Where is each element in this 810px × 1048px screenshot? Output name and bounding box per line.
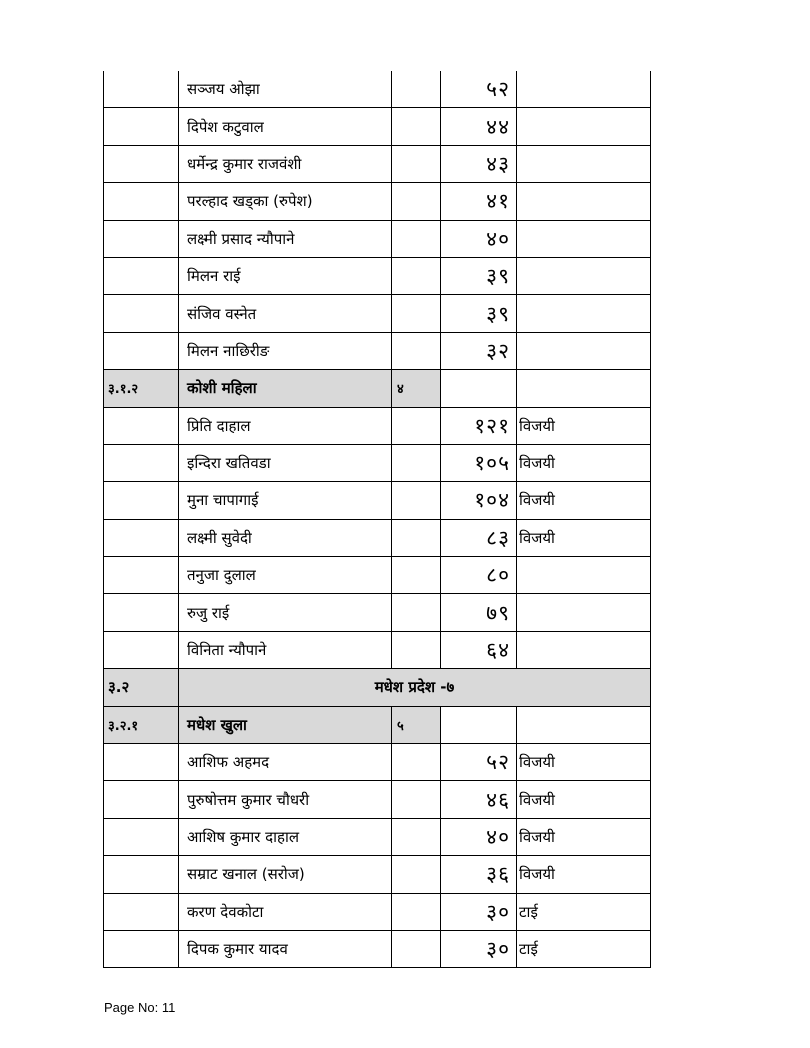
vote-count	[441, 370, 517, 407]
result-status	[517, 71, 651, 108]
candidate-row	[104, 145, 651, 182]
serial-cell	[104, 856, 179, 893]
serial-cell	[104, 145, 179, 182]
result-status: टाई	[517, 893, 651, 930]
candidate-row	[104, 295, 651, 332]
province-number: ३.२	[104, 669, 179, 706]
province-title: मधेश प्रदेश -७	[179, 669, 651, 706]
serial-cell	[104, 295, 179, 332]
serial-cell	[104, 108, 179, 145]
vote-count: ४१	[441, 183, 517, 220]
candidate-name: दिपक कुमार यादव	[179, 930, 392, 967]
seats-cell	[392, 482, 441, 519]
vote-count: ३२	[441, 332, 517, 369]
result-status: विजयी	[517, 482, 651, 519]
result-status	[517, 706, 651, 743]
serial-cell	[104, 257, 179, 294]
serial-cell	[104, 893, 179, 930]
serial-cell	[104, 407, 179, 444]
candidate-name: धर्मेन्द्र कुमार राजवंशी	[179, 145, 392, 182]
section-number: ३.२.१	[104, 706, 179, 743]
candidate-name: पुरुषोत्तम कुमार चौधरी	[179, 781, 392, 818]
result-status: विजयी	[517, 407, 651, 444]
candidate-row	[104, 332, 651, 369]
seats-cell	[392, 295, 441, 332]
candidate-name: दिपेश कटुवाल	[179, 108, 392, 145]
serial-cell	[104, 444, 179, 481]
vote-count: ३९	[441, 257, 517, 294]
seats-cell	[392, 407, 441, 444]
vote-count	[441, 706, 517, 743]
vote-count: ४४	[441, 108, 517, 145]
candidate-name: मिलन नाछिरीङ	[179, 332, 392, 369]
candidate-row	[104, 220, 651, 257]
candidate-row	[104, 183, 651, 220]
section-seats: ५	[392, 706, 441, 743]
seats-cell	[392, 631, 441, 668]
candidate-row	[104, 257, 651, 294]
serial-cell	[104, 183, 179, 220]
serial-cell	[104, 631, 179, 668]
candidate-name: रुजु राई	[179, 594, 392, 631]
seats-cell	[392, 594, 441, 631]
serial-cell	[104, 332, 179, 369]
result-status	[517, 295, 651, 332]
result-status: विजयी	[517, 744, 651, 781]
section-title: कोशी महिला	[179, 370, 392, 407]
vote-count: ३०	[441, 930, 517, 967]
vote-count: ७९	[441, 594, 517, 631]
candidate-row	[104, 482, 651, 519]
serial-cell	[104, 71, 179, 108]
seats-cell	[392, 818, 441, 855]
seats-cell	[392, 108, 441, 145]
candidate-row	[104, 856, 651, 893]
serial-cell	[104, 930, 179, 967]
vote-count: ६४	[441, 631, 517, 668]
seats-cell	[392, 145, 441, 182]
results-table-body	[104, 71, 651, 968]
candidate-name: सम्राट खनाल (सरोज)	[179, 856, 392, 893]
result-status: टाई	[517, 930, 651, 967]
vote-count: ४६	[441, 781, 517, 818]
page-number: Page No: 11	[104, 1000, 176, 1015]
section-title: मधेश खुला	[179, 706, 392, 743]
result-status	[517, 183, 651, 220]
result-status	[517, 557, 651, 594]
result-status: विजयी	[517, 781, 651, 818]
vote-count: ८३	[441, 519, 517, 556]
candidate-row	[104, 818, 651, 855]
candidate-name: लक्ष्मी प्रसाद न्यौपाने	[179, 220, 392, 257]
seats-cell	[392, 444, 441, 481]
candidate-name: विनिता न्यौपाने	[179, 631, 392, 668]
candidate-name: आशिफ अहमद	[179, 744, 392, 781]
vote-count: ३०	[441, 893, 517, 930]
serial-cell	[104, 482, 179, 519]
candidate-name: संजिव वस्नेत	[179, 295, 392, 332]
seats-cell	[392, 893, 441, 930]
serial-cell	[104, 818, 179, 855]
candidate-row	[104, 893, 651, 930]
seats-cell	[392, 930, 441, 967]
result-status: विजयी	[517, 856, 651, 893]
result-status: विजयी	[517, 519, 651, 556]
vote-count: ५२	[441, 71, 517, 108]
candidate-name: करण देवकोटा	[179, 893, 392, 930]
candidate-name: मिलन राई	[179, 257, 392, 294]
vote-count: ८०	[441, 557, 517, 594]
vote-count: १२१	[441, 407, 517, 444]
vote-count: ३९	[441, 295, 517, 332]
candidate-row	[104, 781, 651, 818]
vote-count: ३६	[441, 856, 517, 893]
candidate-name: मुना चापागाई	[179, 482, 392, 519]
seats-cell	[392, 71, 441, 108]
section-row	[104, 370, 651, 407]
candidate-row	[104, 594, 651, 631]
candidate-name: परल्हाद खड्का (रुपेश)	[179, 183, 392, 220]
result-status: विजयी	[517, 444, 651, 481]
serial-cell	[104, 594, 179, 631]
candidate-name: इन्दिरा खतिवडा	[179, 444, 392, 481]
candidate-row	[104, 744, 651, 781]
candidate-row	[104, 407, 651, 444]
candidate-name: सञ्जय ओझा	[179, 71, 392, 108]
candidate-row	[104, 930, 651, 967]
vote-count: ४०	[441, 220, 517, 257]
result-status	[517, 257, 651, 294]
seats-cell	[392, 781, 441, 818]
candidate-row	[104, 444, 651, 481]
section-row	[104, 706, 651, 743]
serial-cell	[104, 220, 179, 257]
candidate-row	[104, 519, 651, 556]
result-status	[517, 332, 651, 369]
candidate-row	[104, 71, 651, 108]
vote-count: ४०	[441, 818, 517, 855]
result-status	[517, 631, 651, 668]
serial-cell	[104, 519, 179, 556]
seats-cell	[392, 332, 441, 369]
result-status	[517, 370, 651, 407]
section-number: ३.१.२	[104, 370, 179, 407]
seats-cell	[392, 257, 441, 294]
vote-count: १०४	[441, 482, 517, 519]
candidate-name: आशिष कुमार दाहाल	[179, 818, 392, 855]
seats-cell	[392, 519, 441, 556]
candidate-name: तनुजा दुलाल	[179, 557, 392, 594]
result-status	[517, 108, 651, 145]
seats-cell	[392, 557, 441, 594]
results-table	[103, 71, 651, 968]
result-status	[517, 145, 651, 182]
vote-count: १०५	[441, 444, 517, 481]
candidate-row	[104, 108, 651, 145]
candidate-name: लक्ष्मी सुवेदी	[179, 519, 392, 556]
serial-cell	[104, 557, 179, 594]
candidate-row	[104, 557, 651, 594]
province-row	[104, 669, 651, 706]
result-status	[517, 220, 651, 257]
vote-count: ४३	[441, 145, 517, 182]
serial-cell	[104, 744, 179, 781]
result-status	[517, 594, 651, 631]
seats-cell	[392, 220, 441, 257]
seats-cell	[392, 856, 441, 893]
candidate-name: प्रिति दाहाल	[179, 407, 392, 444]
result-status: विजयी	[517, 818, 651, 855]
serial-cell	[104, 781, 179, 818]
section-seats: ४	[392, 370, 441, 407]
seats-cell	[392, 183, 441, 220]
vote-count: ५२	[441, 744, 517, 781]
candidate-row	[104, 631, 651, 668]
seats-cell	[392, 744, 441, 781]
